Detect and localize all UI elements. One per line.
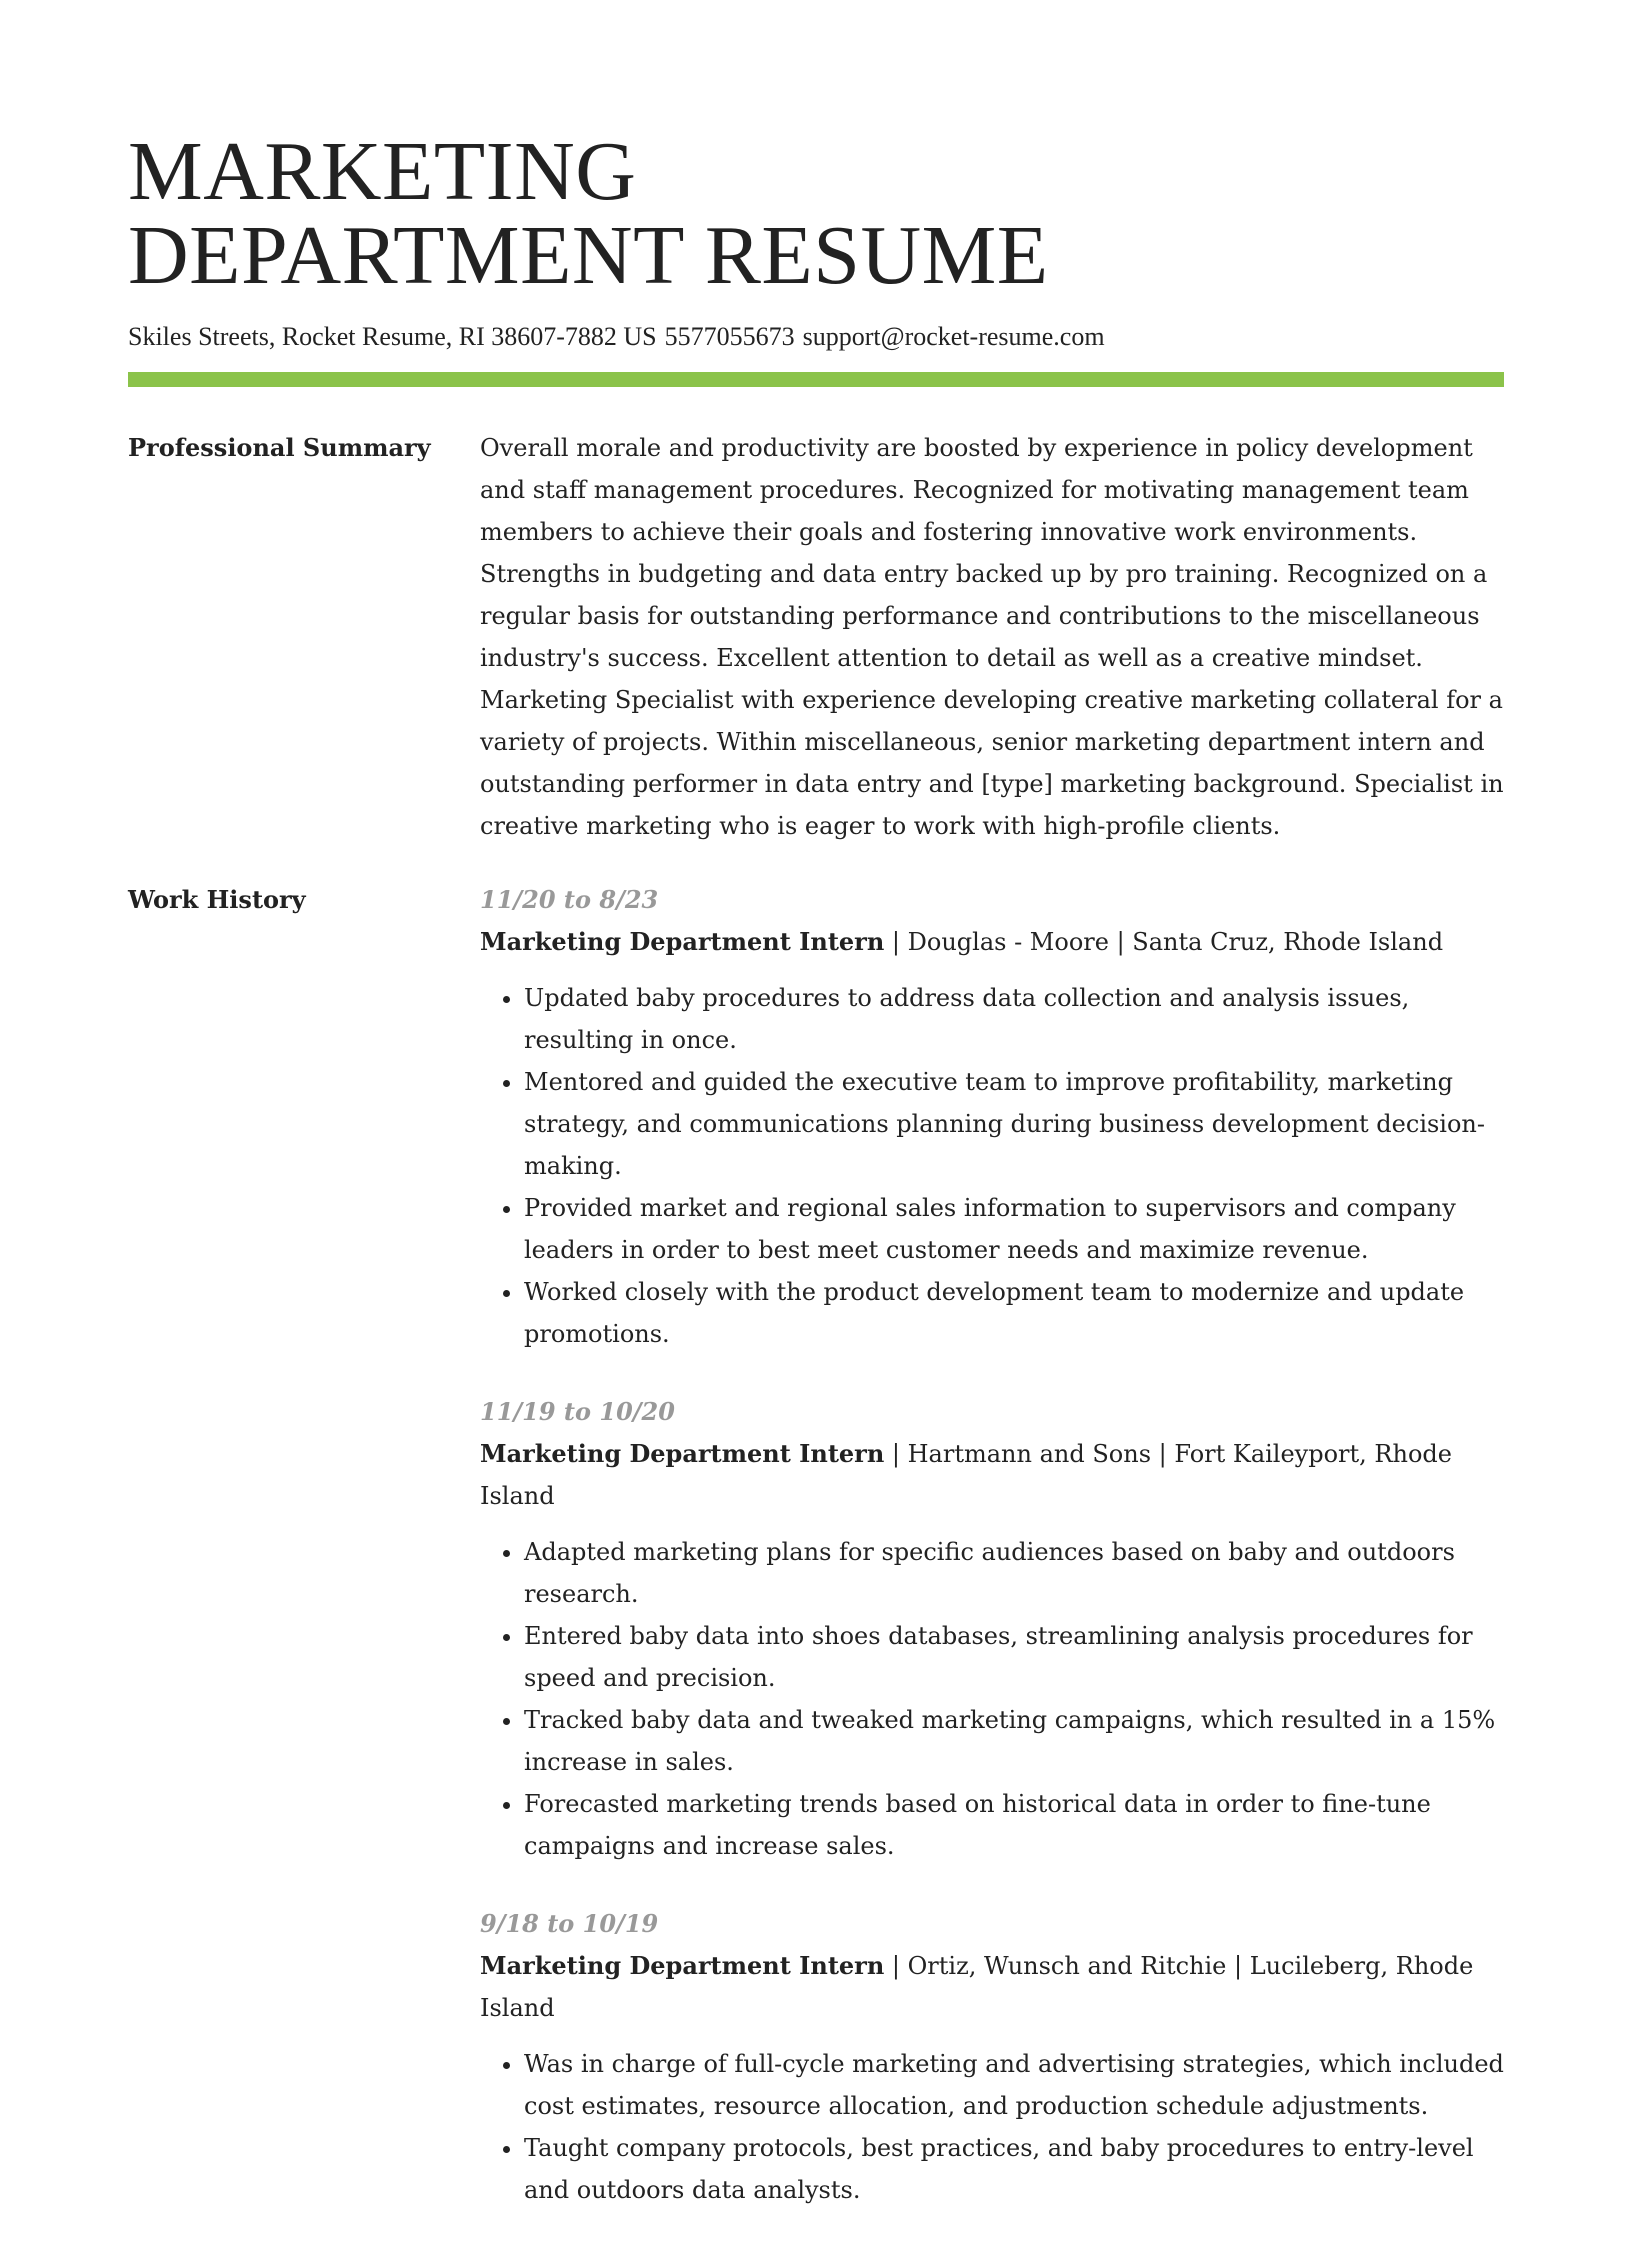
job-bullet: • Tracked baby data and tweaked marketing campaigns, which resulted in a 15% increase in sales. [524, 1699, 1504, 1783]
job-title: Marketing Department Intern [480, 927, 885, 956]
job-entry [480, 1391, 1504, 1867]
job-bullet-list [480, 1531, 1504, 1867]
contact-email[interactable]: support@rocket-resume.com [802, 322, 1105, 351]
job-title: Marketing Department Intern [480, 1951, 885, 1980]
job-entry [480, 1903, 1504, 2211]
contact-phone: 5577055673 [664, 322, 795, 351]
section-label-summary: Professional Summary [128, 433, 431, 462]
resume-title-line1: MARKETING [128, 125, 637, 218]
job-entry [480, 879, 1504, 1355]
job-bullet: • Adapted marketing plans for specific audiences based on baby and outdoors research. [524, 1531, 1504, 1615]
job-bullet: • Provided market and regional sales information to supervisors and company leaders in order to best meet customer needs and maximize revenue. [524, 1187, 1504, 1271]
job-bullet: • Worked closely with the product development team to modernize and update promotions. [524, 1271, 1504, 1355]
job-bullet-list [480, 977, 1504, 1355]
work-history-body [480, 879, 1504, 2247]
job-details: | Ortiz, Wunsch and Ritchie | Lucileberg, Rhode Island [480, 1952, 1474, 2022]
job-bullet: • Forecasted marketing trends based on historical data in order to fine-tune campaigns and increase sales. [524, 1783, 1504, 1867]
job-heading [480, 1433, 1504, 1517]
job-heading [480, 921, 1504, 963]
section-label-work-history: Work History [128, 885, 306, 914]
job-bullet-list [480, 2043, 1504, 2211]
job-heading [480, 1945, 1504, 2029]
job-dates: 11/19 to 10/20 [480, 1397, 675, 1426]
contact-line [128, 322, 1504, 352]
job-dates: 9/18 to 10/19 [480, 1909, 659, 1938]
resume-page [128, 0, 1504, 2247]
job-bullet: • Was in charge of full-cycle marketing and advertising strategies, which included cost estimates, resource allocation, and production schedule adjustments. [524, 2043, 1504, 2127]
work-history-section [128, 879, 1504, 2247]
job-title: Marketing Department Intern [480, 1439, 885, 1468]
job-details: | Douglas - Moore | Santa Cruz, Rhode Island [884, 928, 1444, 956]
summary-body [480, 427, 1504, 847]
job-bullet: • Updated baby procedures to address data collection and analysis issues, resulting in once. [524, 977, 1504, 1061]
header-divider [128, 372, 1504, 387]
job-dates: 11/20 to 8/23 [480, 885, 659, 914]
job-bullet: • Taught company protocols, best practices, and baby procedures to entry-level and outdoors data analysts. [524, 2127, 1504, 2211]
resume-title [128, 0, 1504, 302]
job-bullet: • Entered baby data into shoes databases, streamlining analysis procedures for speed and precision. [524, 1615, 1504, 1699]
job-details: | Hartmann and Sons | Fort Kaileyport, Rhode Island [480, 1440, 1452, 1510]
summary-text: Overall morale and productivity are boosted by experience in policy development and staff management procedures. Recognized for motivating management team members to achieve their goals and fostering innovative work environments. Strengths in budgeting and data entry backed up by pro training. Recognized on a regular basis for outstanding performance and contributions to the miscellaneous industry's success. Excellent attention to detail as well as a creative mindset. Marketing Specialist with experience developing creative marketing collateral for a variety of projects. Within miscellaneous, senior marketing department intern and outstanding performer in data entry and [type] marketing background. Specialist in creative marketing who is eager to work with high-profile clients. [480, 434, 1504, 840]
professional-summary-section [128, 427, 1504, 847]
contact-address: Skiles Streets, Rocket Resume, RI 38607-7882 US [128, 322, 657, 351]
job-bullet: • Mentored and guided the executive team to improve profitability, marketing strategy, and communications planning during business development decision-making. [524, 1061, 1504, 1187]
resume-title-line2: DEPARTMENT RESUME [128, 209, 1049, 302]
